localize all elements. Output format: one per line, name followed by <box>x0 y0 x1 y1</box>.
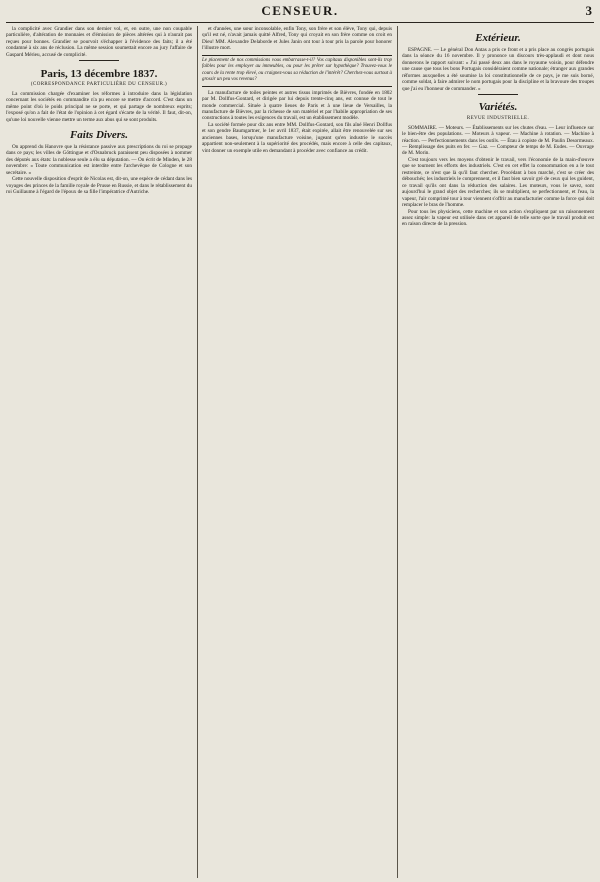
page-number: 3 <box>585 3 592 18</box>
newspaper-title: CENSEUR. <box>261 3 339 18</box>
col2-closing: La société formée pour dix ans entre MM. Dollfus-Gontard, son fils aîné Henri Dollfus et son gendre Baumgartner, le 1er avril 1837, était expirée, allait être renouvelée sur ses anciennes bases, lorsqu'une manufacture voisine, jugeant qu'en industrie le succès appartient non-seulement à la supériorité des procédés, mais encore à celle des capitaux, vint donner un exemple utile en demandant à procéder avec confiance au crédit. <box>202 121 392 154</box>
col3-exterieur: ESPAGNE. — Le général Don Antas a pris ce front et a pris place au congrès portugais dans la séance du 16 novembre. Il y prononce un discours très-applaudi et dont nous donnerons le rapport suivant: « J'ai passé deux ans dans le royaume voisin, pour défendre une cause que tous les bons Portugais considéraient comme nationale; étranger aux grandes réformes auxquelles a été soumise la loi constitutionnelle de ce pays, je me suis borné, comme soldat, à faire admirer le nom portugais pour la discipline et la bravoure des troupes que j'ai eu l'honneur de commander. » <box>402 47 594 92</box>
col3-closing: Pour tous les physiciens, cette machine et son action s'expliquent par un raisonnement assez simple: la vapeur est utilisée dans cet appareil de telle sorte que le travail produit est en raison directe de la pression. <box>402 208 594 228</box>
col3-sommaire: SOMMAIRE. — Moteurs. — Établissements sur les chutes d'eau. — Leur influence sur le bien-être des populations. — Moteurs à vapeur. — Machine à rotation. — Machine à réaction. — Perfectionnements dans les outils. — Étau à copiste de M. Paulin Desormeaux. — Remplissage des puits en fer. — Gaz. — Compteur de temps de M. Eudes. — Ouvrage de M. Morin. <box>402 124 594 157</box>
col2-intro: et d'années, une sœur inconsolable, enfin Tony, son frère et son élève, Tony qui, depuis qu'il est né, n'avait jamais quitté Alfred, Tony qui croyait en son frère comme on croit en Dieu! MM. Alexandre Delaborde et Jules Janin ont tour à tour pris la parole pour honorer l'illustre mort. <box>202 26 392 52</box>
dateline-subtitle: (CORRESPONDANCE PARTICULIÈRE DU CENSEUR.) <box>30 82 168 88</box>
col2-body: La manufacture de toiles peintes et autres tissus imprimés de Bièvres, fondée en 1802 par M. Dollfus-Gontard, et dirigée par lui depuis trente-cinq ans, est connue de tout le monde commercial. Située à quatre lieues de Paris et à une lieue de Versailles, la manufacture de Bièvres, par la richesse de son matériel et par l'habile appropriation de ses constructions à toutes les exigences du travail, est un établissement modèle. <box>202 89 392 122</box>
section-heading-exterieur: Extérieur. <box>475 32 521 44</box>
column-rule-1 <box>197 26 198 878</box>
masthead <box>6 0 594 23</box>
column-3 <box>402 26 594 878</box>
column-1 <box>6 26 192 878</box>
separator <box>478 94 518 95</box>
col1-closing: Cette nouvelle disposition d'esprit de Nicolas est, dit-on, une espèce de cédant dans les voyages des princes de la famille royale de Prusse en Russie, et dans le rétablissement du roi Guillaume à l'égard de l'époux de sa fille l'impératrice d'Autriche. <box>6 176 192 196</box>
col1-body: La commission chargée d'examiner les réformes à introduire dans la législation concernant les sociétés en commandite n'a pu encore se mettre d'accord. C'est dans un même point d'où le poids principal ne se porte, et qui partage de nombreux esprits; l'exposé qu'on a fait de l'état de l'opinion à cet égard s'écarte de la vérité. Il faut, dit-on, qu'une loi nouvelle vienne mettre un terme aux abus qui se sont produits. <box>6 90 192 123</box>
revue-heading: REVUE INDUSTRIELLE. <box>466 116 530 122</box>
col1-intro: la complicité avec Grandier dans son dernier vol, et, en outre, une non coupable particulière, d'altération de monnaies et d'émission de pièces altérées qui à n'aurait pas reçues pour bonnes. Grandier se pourvoit s'échapper à l'évidence des faits; il a été condamné à six ans de réclusion. La même session soumettait encore au jury l'affaire de Gaspard Mérieu, accusé de complicité. <box>6 26 192 58</box>
col1-divers: On apprend du Hanovre que la résistance passive aux prescriptions du roi se propage dans ce pays; les villes de Göttingue et d'Osnabruck paraissent peu disposées à nommer des députés aux états: la noblesse seule a élu sa députation. — On écrit de Minden, le 28 novembre: « Toute communication est interdite entre l'archevêque de Cologne et son secrétaire. » <box>6 143 192 176</box>
column-2 <box>202 26 392 878</box>
section-heading-faits-divers: Faits Divers. <box>69 128 129 141</box>
col3-body: C'est toujours vers les moyens d'obtenir le travail, vers l'économie de la main-d'œuvre que se tournent les efforts des industriels. C'est en cet effet la consommation en a le tout restreinte, ce n'est que là qu'il faut chercher. Procédant à bon marché, c'est se créer des débouchés; les industriels le comprennent, et il faut bien savoir gré de ceux qui les guident, ce travail qu'ils ont dans la réduction des salaires. Les moteurs, vous le savez, sont aujourd'hui le grand objet des recherches; ils se multiplient, se perfectionnent, et l'eau, la vapeur, l'air comprimé tour à tour viennent s'offrir au manufacturier comme la force qui doit remplacer le bras de l'homme. <box>402 156 594 209</box>
dateline: Paris, 13 décembre 1837. <box>40 68 158 81</box>
separator <box>79 60 119 61</box>
column-rule-2 <box>397 26 398 878</box>
advertisement-notice: Le placement de nos commissions vous embarrasse-t-il? Vos capitaux disponibles sont-ils trop faibles pour les employer au immeubles, ou pour les prêter sur hypothèque? Trouvez-vous le cours de la rente trop élevé, ou craignez-vous sa réduction de l'intérêt? Cherchez-vous surtout à grossir un peu vos revenus? <box>202 55 392 87</box>
section-heading-varietes: Variétés. <box>478 101 518 114</box>
